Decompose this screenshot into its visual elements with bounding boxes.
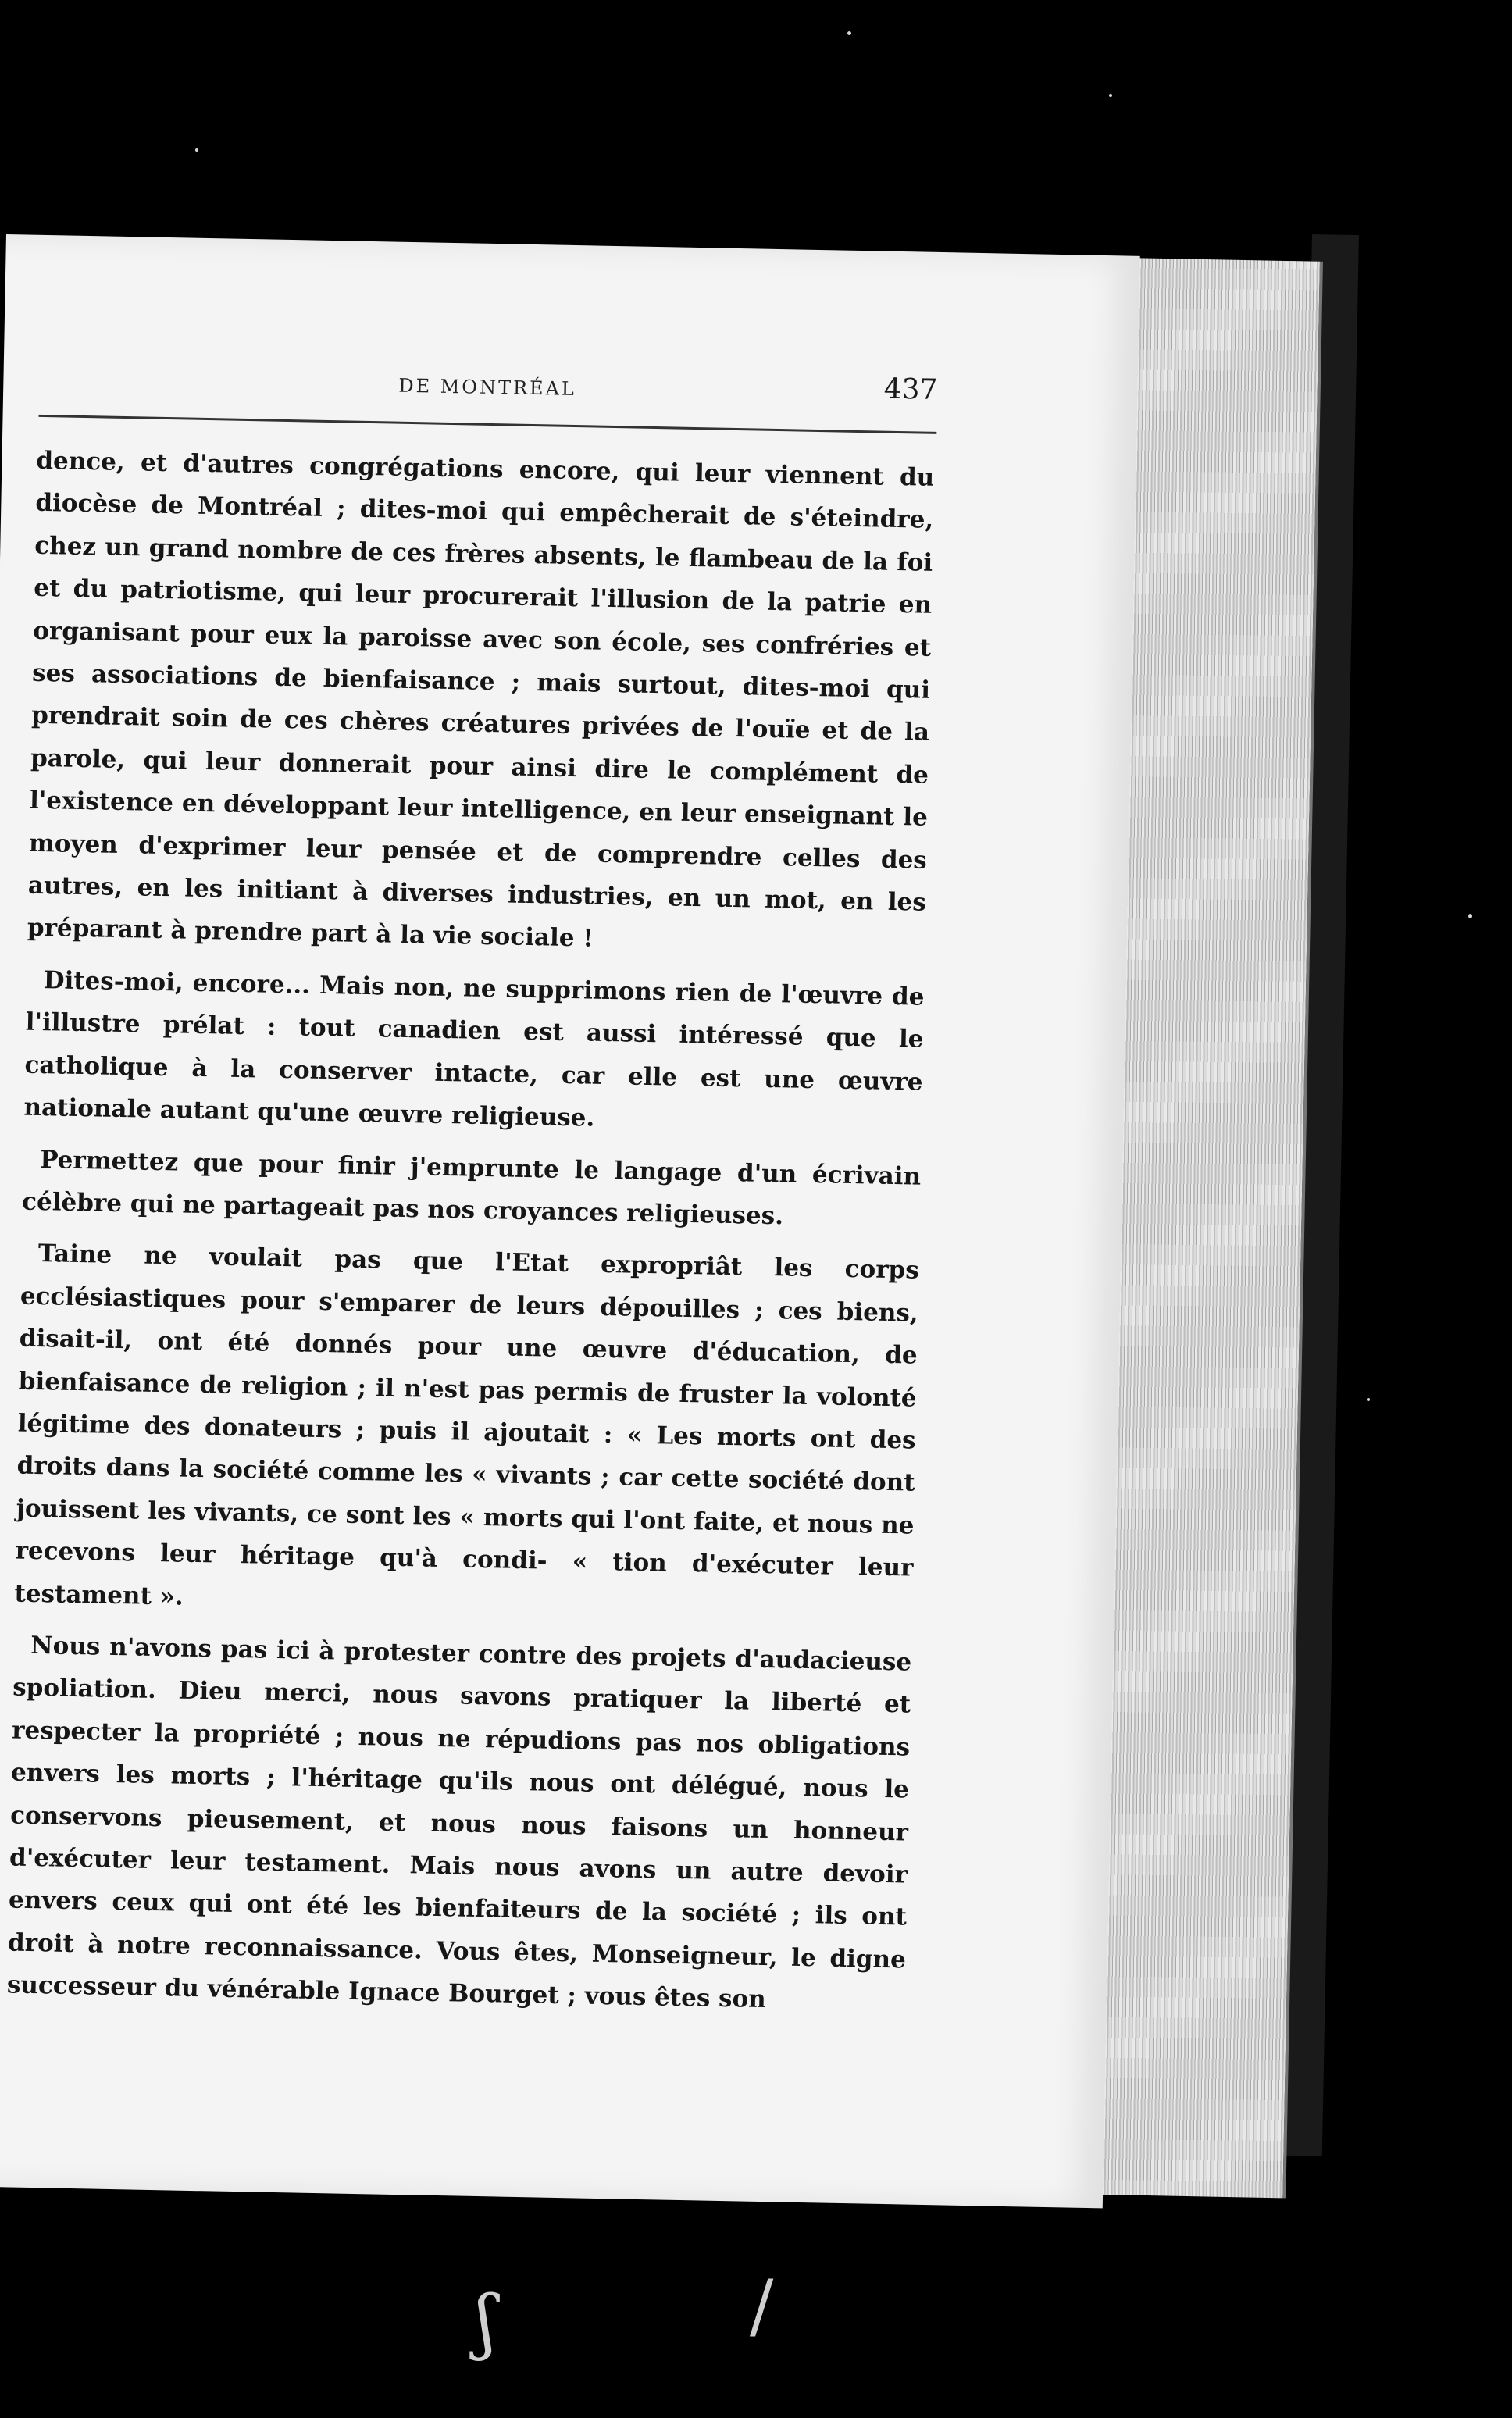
scan-mark: ʃ (476, 2281, 496, 2363)
scan-mark: / (750, 2265, 774, 2347)
page-header (39, 357, 938, 421)
paragraph: dence, et d'autres congrégations encore, qui leur viennent du diocèse de Montréal ; dites-moi qui empêcherait de s'éteindre, chez un grand nombre de ces frères absents, le flambeau de la foi et du patriotisme, qui leur procurerait l'illusion de la patrie en organisant pour eux la paroisse avec son école, ses confréries et ses associations de bienfaisance ; mais surtout, dites-moi qui prendrait soin de ces chères créatures privées de l'ouïe et de la parole, qui leur donnerait pour ainsi dire le complément de l'existence en développant leur intelligence, en leur enseignant le moyen d'exprimer leur pensée et de comprendre celles des autres, en les initiant à diverses industries, en un mot, en les préparant à prendre part à la vie sociale ! (27, 446, 935, 954)
scan-speck (847, 31, 851, 35)
book-page (0, 234, 1140, 2208)
paragraph: Nous n'avons pas ici à protester contre des projets d'audacieuse spoliation. Dieu merci, nous savons pratiquer la liberté et respecter la propriété ; nous ne répudions pas nos obligations envers les morts ; l'héritage qu'ils nous ont délégué, nous le conservons pieusement, et nous nous faisons un honneur d'exécuter leur testament. Mais nous avons un autre devoir envers ceux qui ont été les bienfaiteurs de la société ; ils ont droit à notre reconnaissance. Vous êtes, Monseigneur, le digne successeur du vénérable Ignace Bourget ; vous êtes son (6, 1631, 912, 2014)
scan-speck (1109, 94, 1112, 97)
page-body (6, 440, 935, 2033)
paragraph: Permettez que pour finir j'emprunte le langage d'un écrivain célèbre qui ne partageait pas nos croyances religieuses. (21, 1145, 922, 1231)
paragraph: Taine ne voulait pas que l'Etat expropriât les corps ecclésiastiques pour s'emparer de leurs dépouilles ; ces biens, disait-il, ont été donnés pour une œuvre d'éducation, de bienfaisance de religion ; il n'est pas permis de fruster la volonté légitime des donateurs ; puis il ajoutait : « Les morts ont des droits dans la société comme les « vivants ; car cette société dont jouissent les vivants, ce sont les « morts qui l'ont faite, et nous ne recevons leur héritage qu'à condi- « tion d'exécuter leur testament ». (14, 1239, 920, 1611)
scan-speck (1468, 914, 1472, 918)
scan-speck (1367, 1398, 1370, 1401)
page-number: 437 (883, 373, 938, 406)
paragraph: Dites-moi, encore... Mais non, ne supprimons rien de l'œuvre de l'illustre prélat : tout canadien est aussi intéressé que le catholique à la conserver intacte, car elle est une œuvre nationale autant qu'une œuvre religieuse. (23, 965, 925, 1132)
scan-speck (195, 148, 198, 152)
running-head: DE MONTRÉAL (398, 374, 577, 401)
